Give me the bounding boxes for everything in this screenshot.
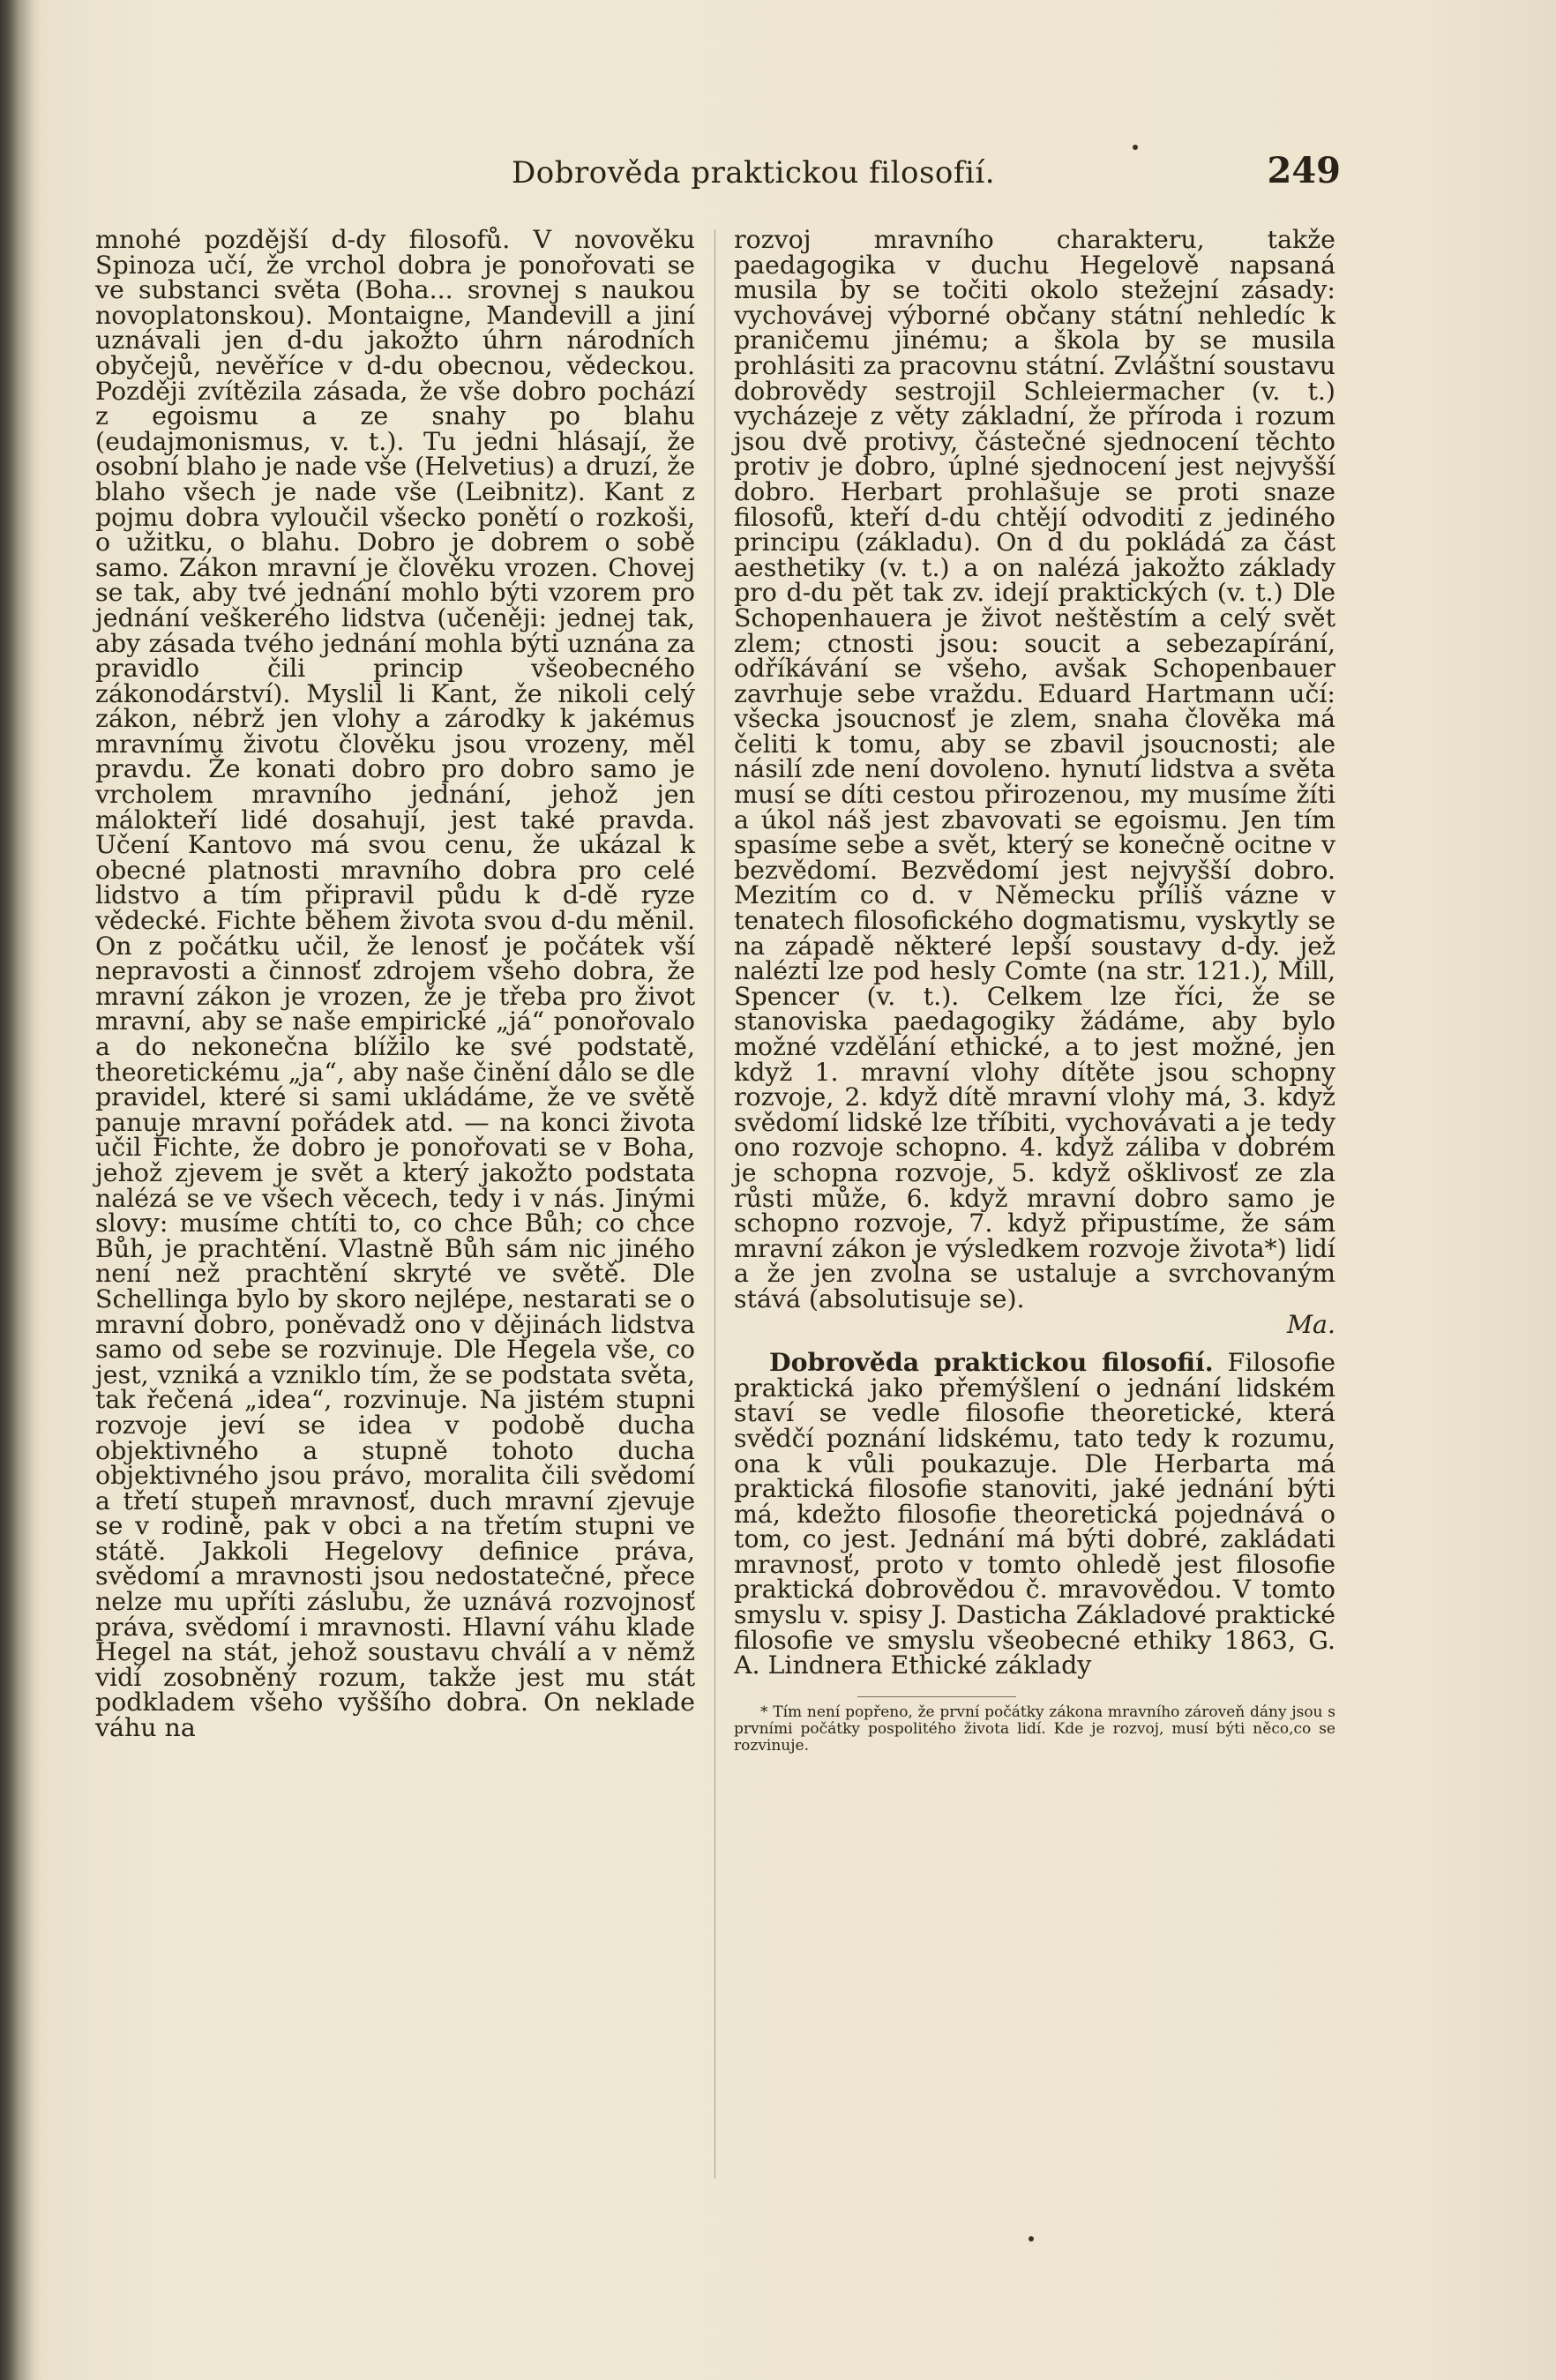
entry-text: Filosofie praktická jako přemýšlení o jednání lidském staví se vedle filosofie theoretické, která svědčí poznání lidskému, tato tedy k rozumu, ona k vůli poukazuje. Dle Herbarta má praktická filosofie stanoviti, jaké jednání býti má, kdežto filosofie theoretická pojednává o tom, co jest. Jednání má býti dobré, zakládati mravnosť, proto v tomto ohledě jest filosofie praktická dobrovědou č. mravovědou. V tomto smyslu v. spisy J. Dasticha Základové praktické filosofie ve smyslu všeobecné ethiky 1863, G. A. Lindnera Ethické základy: [734, 1348, 1335, 1680]
right-column-text-continued: rozvoj mravního charakteru, takže paedagogika v duchu Hegelově napsaná musila by se točiti okolo stežejní zásady: vychovávej výborné občany státní nehledíc k praničemu jinému; a škola by se musila prohlásiti za pracovnu státní. Zvláštní soustavu dobrovědy sestrojil Schleiermacher (v. t.) vycházeje z věty základní, že příroda i rozum jsou dvě protivy, částečné sjednocení těchto protiv je dobro, úplné sjednocení jest nejvyšší dobro. Herbart prohlašuje se proti snaze filosofů, kteří d-du chtějí odvoditi z jediného principu (základu). On d du pokládá za část aesthetiky (v. t.) a on nalézá jakožto základy pro d-du pět tak zv. idejí praktických (v. t.) Dle Schopenhauera je život neštěstím a celý svět zlem; ctnosti jsou: soucit a sebezapírání, odříkávání se všeho, avšak Schopenbauer zavrhuje sebe vraždu. Eduard Hartmann učí: všecka jsoucnosť je zlem, snaha člověka má čeliti k tomu, aby se zbavil jsoucnosti; ale násilí zde není dovoleno. hynutí lidstva a světa musí se díti cestou přirozenou, my musíme žíti a úkol náš jest zbavovati se egoismu. Jen tím spasíme sebe a svět, který se konečně ocitne v bezvědomí. Bezvědomí jest nejvyšší dobro. Mezitím co d. v Německu příliš vázne v tenatech filosofického dogmatismu, vyskytly se na západě některé lepší soustavy d-dy. jež nalézti lze pod hesly Comte (na str. 121.), Mill, Spencer (v. t.). Celkem lze říci, že se stanoviska paedagogiky žádáme, aby bylo možné vzdělání ethické, a to jest možné, jen když 1. mravní vlohy dítěte jsou schopny rozvoje, 2. když dítě mravní vlohy má, 3. když svědomí lidské lze tříbiti, vychovávati a je tedy ono rozvoje schopno. 4. když záliba v dobrém je schopna rozvoje, 5. když ošklivosť ze zla růsti může, 6. když mravní dobro samo je schopno rozvoje, 7. když připustíme, že sám mravní zákon je výsledkem rozvoje života*) lidí a že jen zvolna se ustaluje a svrchovaným stává (absolutisuje se).: [734, 225, 1335, 1313]
book-spine-shadow: [0, 0, 35, 2380]
author-signature: Ma.: [1286, 1309, 1335, 1339]
print-speck: [1133, 145, 1138, 150]
column-divider: [714, 229, 715, 2179]
left-column: [95, 225, 696, 1743]
running-title: Dobrověda praktickou filosofií.: [512, 155, 995, 191]
footnote-rule: [857, 1696, 1016, 1697]
page-number: 249: [1267, 150, 1341, 191]
entry-heading: Dobrověda praktickou filosofií.: [769, 1347, 1214, 1378]
page-header: [88, 150, 1341, 203]
print-speck: [1029, 2236, 1034, 2242]
footnote: * Tím není popřeno, že první počátky zákona mravního zároveň dány jsou s prvními počátky pospolitého života lidí. Kde je rozvoj, musí býti něco,co se rozvinuje.: [734, 1703, 1335, 1755]
entry-paragraph: [734, 1347, 1335, 1680]
left-column-text: mnohé pozdější d-dy filosofů. V novověku Spinoza učí, že vrchol dobra je ponořovati se ve substanci světa (Boha... srovnej s naukou novoplatonskou). Montaigne, Mandevill a jiní uznávali jen d-du jakožto úhrn národních obyčejů, nevěříce v d-du obecnou, vědeckou. Později zvítězila zásada, že vše dobro pochází z egoismu a ze snahy po blahu (eudajmonismus, v. t.). Tu jedni hlásají, že osobní blaho je nade vše (Helvetius) a druzí, že blaho všech je nade vše (Leibnitz). Kant z pojmu dobra vyloučil všecko ponětí o rozkoši, o užitku, o blahu. Dobro je dobrem o sobě samo. Zákon mravní je člověku vrozen. Chovej se tak, aby tvé jednání mohlo býti vzorem pro jednání veškerého lidstva (učeněji: jednej tak, aby zásada tvého jednání mohla býti uznána za pravidlo čili princip všeobecného zákonodárství). Myslil li Kant, že nikoli celý zákon, nébrž jen vlohy a zárodky k jakémus mravnímu životu člověku jsou vrozeny, měl pravdu. Že konati dobro pro dobro samo je vrcholem mravního jednání, jehož jen málokteří lidé dosahují, jest také pravda. Učení Kantovo má svou cenu, že ukázal k obecné platnosti mravního dobra pro celé lidstvo a tím připravil půdu k d-dě ryze vědecké. Fichte během života svou d-du měnil. On z počátku učil, že lenosť je počátek vší nepravosti a činnosť zdrojem všeho dobra, že mravní zákon je vrozen, že je třeba pro život mravní, aby se naše empirické „já“ ponořovalo a do nekonečna blížilo ke své podstatě, theoretickému „ja“, aby naše činění dálo se dle pravidel, které si sami ukládáme, že ve světě panuje mravní pořádek atd. — na konci života učil Fichte, že dobro je ponořovati se v Boha, jehož zjevem je svět a který jakožto podstata nalézá se ve všech věcech, tedy i v nás. Jinými slovy: musíme chtíti to, co chce Bůh; co chce Bůh, je prachtění. Vlastně Bůh sám nic jiného není než prachtění skryté ve světě. Dle Schellinga bylo by skoro nejlépe, nestarati se o mravní dobro, poněvadž ono v dějinách lidstva samo od sebe se rozvinuje. Dle Hegela vše, co jest, vzniká a vzniklo tím, že se podstata světa, tak řečená „idea“, rozvinuje. Na jistém stupni rozvoje jeví se idea v podobě ducha objektivného a stupně tohoto ducha objektivného jsou právo, moralita čili svědomí a třetí stupeň mravnosť, duch mravní zjevuje se v rodině, pak v obci a na třetím stupni ve státě. Jakkoli Hegelovy definice práva, svědomí a mravnosti jsou nedostatečné, přece nelze mu upříti záslubu, že uznává rozvojnosť práva, svědomí i mravnosti. Hlavní váhu klade Hegel na stát, jehož soustavu chválí a v němž vidí zosobněný rozum, takže jest mu stát podkladem všeho vyššího dobra. On neklade váhu na: [95, 225, 696, 1743]
right-column: [734, 225, 1335, 1755]
